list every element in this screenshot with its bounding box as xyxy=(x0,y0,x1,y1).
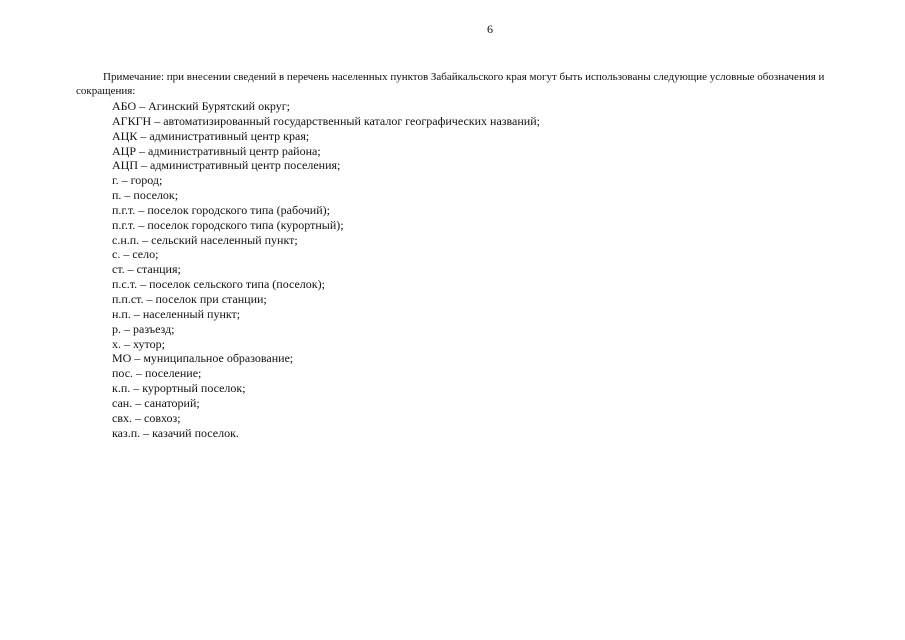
abbreviation-item: АЦР – административный центр района; xyxy=(112,143,321,158)
abbreviation-item: ст. – станция; xyxy=(112,262,181,277)
abbreviation-item: к.п. – курортный поселок; xyxy=(112,381,246,396)
abbreviation-item: каз.п. – казачий поселок. xyxy=(112,425,239,440)
abbreviation-item: н.п. – населенный пункт; xyxy=(112,306,241,321)
abbreviation-item: сан. – санаторий; xyxy=(112,395,200,410)
abbreviation-item: п.п.ст. – поселок при станции; xyxy=(112,291,267,306)
abbreviation-item: с.н.п. – сельский населенный пункт; xyxy=(112,232,298,247)
abbreviation-item: АГКГН – автоматизированный государственный каталог географических названий; xyxy=(112,113,540,128)
abbreviation-item: п.г.т. – поселок городского типа (рабочий); xyxy=(112,202,330,217)
abbreviation-item: АЦП – административный центр поселения; xyxy=(112,158,341,173)
abbreviation-item: п. – поселок; xyxy=(112,188,179,203)
abbreviation-item: п.с.т. – поселок сельского типа (поселок); xyxy=(112,277,325,292)
page-number: 6 xyxy=(487,22,493,36)
abbreviation-item: р. – разъезд; xyxy=(112,321,175,336)
abbreviation-item: МО – муниципальное образование; xyxy=(112,351,294,366)
abbreviation-item: АЦК – административный центр края; xyxy=(112,128,310,143)
abbreviation-item: с. – село; xyxy=(112,247,159,262)
abbreviation-item: свх. – совхоз; xyxy=(112,410,181,425)
note-paragraph: Примечание: при внесении сведений в перечень населенных пунктов Забайкальского края могут быть использованы следующие условные обозначения и сокращения: xyxy=(76,71,825,97)
abbreviation-item: АБО – Агинский Бурятский округ; xyxy=(112,99,291,113)
abbreviation-item: х. – хутор; xyxy=(112,336,165,351)
abbreviation-item: п.г.т. – поселок городского типа (курортный); xyxy=(112,217,344,232)
abbreviation-list xyxy=(112,99,540,440)
abbreviation-item: г. – город; xyxy=(112,173,163,188)
abbreviation-item: пос. – поселение; xyxy=(112,366,202,381)
